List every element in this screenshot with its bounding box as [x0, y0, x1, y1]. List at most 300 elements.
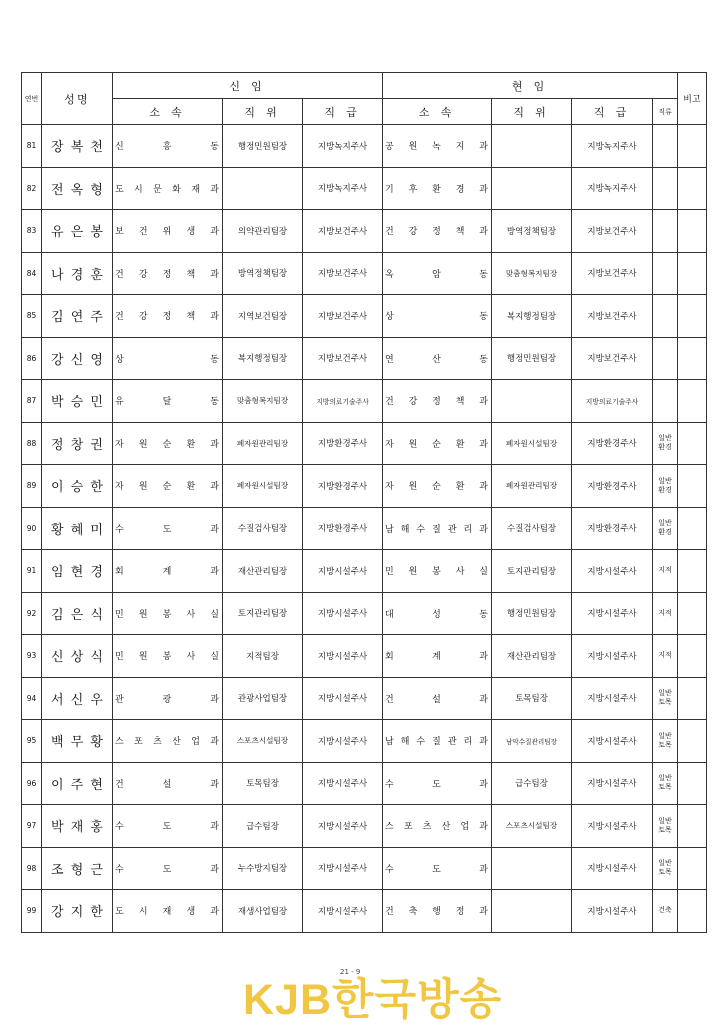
person-name-text: 박승민 [51, 395, 111, 411]
dept-char: 공 [385, 142, 394, 153]
new-position: 토지관리팀장 [223, 592, 303, 635]
job-series-line: 지적 [658, 651, 672, 660]
header-new-grade: 직 급 [303, 99, 383, 125]
dept-char: 동 [210, 142, 219, 153]
current-dept-text [383, 267, 491, 280]
current-dept [383, 210, 492, 253]
new-grade: 지방보건주사 [303, 295, 383, 338]
job-series [653, 805, 678, 848]
new-dept-text [113, 139, 222, 152]
note-cell [678, 507, 707, 550]
dept-char: 사 [186, 609, 196, 620]
current-dept [383, 720, 492, 763]
new-dept [113, 550, 223, 593]
person-name-text: 유은봉 [51, 225, 111, 241]
dept-char: 해 [400, 737, 410, 748]
new-dept-text [113, 649, 222, 662]
current-position [492, 167, 572, 210]
new-grade: 지방녹지주사 [303, 125, 383, 168]
new-grade: 지방시설주사 [303, 762, 383, 805]
dept-char: 강 [408, 227, 418, 238]
dept-char: 과 [479, 524, 488, 535]
current-position [492, 380, 572, 423]
dept-char: 건 [115, 779, 124, 790]
new-grade: 지방보건주사 [303, 337, 383, 380]
dept-char: 정 [162, 312, 172, 323]
job-series-line: 건축 [658, 906, 672, 915]
dept-char: 건 [115, 312, 124, 323]
dept-char: 과 [479, 142, 488, 153]
current-grade: 지방시설주사 [572, 592, 653, 635]
personnel-table [21, 72, 707, 933]
current-position: 행정민원팀장 [492, 337, 572, 380]
new-grade: 지방시설주사 [303, 847, 383, 890]
new-grade: 지방시설주사 [303, 677, 383, 720]
job-series-line: 토목 [658, 698, 672, 707]
row-number: 97 [22, 805, 42, 848]
job-series [653, 380, 678, 423]
job-series-line: 일반 [658, 519, 672, 528]
current-position [492, 890, 572, 933]
new-dept-text [113, 862, 222, 875]
new-grade: 지방녹지주사 [303, 167, 383, 210]
dept-char: 재 [162, 907, 172, 918]
new-grade: 지방시설주사 [303, 890, 383, 933]
new-dept [113, 720, 223, 763]
person-name [42, 720, 113, 763]
current-dept-text [383, 862, 491, 875]
note-cell [678, 337, 707, 380]
job-series-line: 환경 [658, 528, 672, 537]
dept-char: 과 [479, 227, 488, 238]
current-dept-text [383, 564, 491, 577]
current-position [492, 125, 572, 168]
dept-char: 신 [115, 142, 124, 153]
dept-char: 원 [408, 482, 418, 493]
dept-char: 봉 [162, 652, 172, 663]
current-position: 토목팀장 [492, 677, 572, 720]
new-dept-text [113, 182, 222, 195]
job-series-line: 일반 [658, 859, 672, 868]
person-name-text: 황혜미 [51, 522, 111, 538]
dept-char: 재 [191, 184, 200, 195]
dept-char: 남 [385, 737, 394, 748]
note-cell [678, 890, 707, 933]
person-name-text: 전옥형 [51, 182, 111, 198]
job-series [653, 677, 678, 720]
person-name [42, 167, 113, 210]
dept-char: 동 [479, 354, 488, 365]
new-position: 폐자원시설팀장 [223, 465, 303, 508]
new-grade: 지방시설주사 [303, 592, 383, 635]
dept-char: 업 [191, 737, 200, 748]
dept-char: 화 [172, 184, 181, 195]
header-new-position: 직 위 [223, 99, 303, 125]
dept-char: 스 [385, 822, 394, 833]
dept-char: 책 [186, 269, 196, 280]
current-dept-text [383, 734, 491, 747]
person-name [42, 677, 113, 720]
dept-char: 동 [479, 269, 488, 280]
current-grade: 지방시설주사 [572, 762, 653, 805]
current-grade: 지방시설주사 [572, 677, 653, 720]
current-grade: 지방보건주사 [572, 252, 653, 295]
header-name: 성명 [42, 73, 113, 125]
dept-char: 대 [385, 609, 394, 620]
dept-char: 수 [416, 524, 426, 535]
dept-char: 수 [115, 864, 124, 875]
new-position: 지역보건팀장 [223, 295, 303, 338]
dept-char: 과 [210, 227, 219, 238]
dept-char: 유 [115, 397, 124, 408]
job-series-line: 일반 [658, 774, 672, 783]
dept-char: 달 [162, 397, 172, 408]
job-series-line: 일반 [658, 731, 672, 740]
note-cell [678, 465, 707, 508]
dept-char: 남 [385, 524, 394, 535]
table-row [22, 635, 707, 678]
current-grade: 지방녹지주사 [572, 125, 653, 168]
dept-char: 민 [115, 652, 124, 663]
current-position: 스포츠시설팀장 [492, 805, 572, 848]
current-position: 방역정책팀장 [492, 210, 572, 253]
person-name [42, 337, 113, 380]
dept-char: 기 [385, 184, 394, 195]
row-number: 92 [22, 592, 42, 635]
note-cell [678, 550, 707, 593]
dept-char: 산 [432, 354, 441, 365]
table-row [22, 295, 707, 338]
current-position: 행정민원팀장 [492, 592, 572, 635]
dept-char: 도 [162, 864, 172, 875]
header-no: 연번 [22, 73, 42, 125]
new-dept [113, 805, 223, 848]
table-row [22, 252, 707, 295]
dept-char: 강 [138, 269, 148, 280]
current-dept-text [383, 819, 491, 832]
dept-char: 동 [479, 609, 488, 620]
person-name-text: 이주현 [51, 777, 111, 793]
dept-char: 설 [162, 779, 172, 790]
new-dept-text [113, 734, 222, 747]
dept-char: 스 [115, 737, 124, 748]
note-cell [678, 125, 707, 168]
note-cell [678, 167, 707, 210]
new-dept-text [113, 224, 222, 237]
note-cell [678, 720, 707, 763]
dept-char: 원 [408, 142, 418, 153]
dept-char: 강 [408, 397, 418, 408]
current-grade: 지방녹지주사 [572, 167, 653, 210]
current-dept [383, 890, 492, 933]
dept-char: 원 [138, 439, 148, 450]
person-name [42, 635, 113, 678]
job-series-line: 토목 [658, 825, 672, 834]
dept-char: 동 [479, 312, 488, 323]
row-number: 89 [22, 465, 42, 508]
dept-char: 민 [115, 609, 124, 620]
dept-char: 옥 [385, 269, 394, 280]
current-grade: 지방환경주사 [572, 465, 653, 508]
person-name-text: 조형근 [51, 862, 111, 878]
current-grade: 지방시설주사 [572, 805, 653, 848]
job-series-line: 환경 [658, 443, 672, 452]
job-series [653, 465, 678, 508]
row-number: 98 [22, 847, 42, 890]
dept-char: 순 [432, 439, 441, 450]
current-dept-text [383, 904, 491, 917]
job-series [653, 422, 678, 465]
dept-char: 산 [172, 737, 181, 748]
current-dept [383, 380, 492, 423]
dept-char: 도 [432, 779, 441, 790]
current-dept [383, 167, 492, 210]
dept-char: 책 [455, 227, 465, 238]
current-position: 수질검사팀장 [492, 507, 572, 550]
dept-char: 성 [432, 609, 441, 620]
dept-char: 과 [210, 269, 219, 280]
dept-char: 과 [479, 439, 488, 450]
dept-char: 행 [432, 907, 441, 918]
dept-char: 설 [432, 694, 441, 705]
dept-char: 도 [162, 524, 172, 535]
person-name [42, 507, 113, 550]
dept-char: 계 [432, 652, 441, 663]
person-name-text: 신상식 [51, 650, 111, 666]
current-dept-text [383, 224, 491, 237]
header-new-group: 신 임 [113, 73, 383, 99]
dept-char: 과 [479, 864, 488, 875]
dept-char: 과 [210, 567, 219, 578]
dept-char: 자 [115, 482, 124, 493]
dept-char: 회 [115, 567, 124, 578]
dept-char: 과 [210, 822, 219, 833]
current-position: 폐자원관리팀장 [492, 465, 572, 508]
dept-char: 상 [385, 312, 394, 323]
header-job-series: 직류 [653, 99, 678, 125]
dept-char: 관 [447, 524, 457, 535]
dept-char: 과 [210, 524, 219, 535]
new-position: 수질검사팀장 [223, 507, 303, 550]
dept-char: 책 [186, 312, 196, 323]
new-dept [113, 210, 223, 253]
row-number: 99 [22, 890, 42, 933]
current-dept [383, 592, 492, 635]
row-number: 81 [22, 125, 42, 168]
watermark-logo: KJB한국방송 [243, 976, 503, 1024]
dept-char: 관 [115, 694, 124, 705]
note-cell [678, 635, 707, 678]
row-number: 84 [22, 252, 42, 295]
new-position: 행정민원팀장 [223, 125, 303, 168]
header-current-grade: 직 급 [572, 99, 653, 125]
new-dept-text [113, 309, 222, 322]
note-cell [678, 592, 707, 635]
dept-char: 지 [455, 142, 465, 153]
dept-char: 환 [186, 439, 196, 450]
dept-char: 봉 [432, 567, 441, 578]
person-name [42, 252, 113, 295]
current-dept [383, 762, 492, 805]
job-series-line: 지적 [658, 608, 672, 617]
table-row [22, 550, 707, 593]
new-dept-text [113, 692, 222, 705]
dept-char: 책 [455, 397, 465, 408]
row-number: 90 [22, 507, 42, 550]
person-name [42, 550, 113, 593]
new-dept [113, 422, 223, 465]
job-series [653, 507, 678, 550]
dept-char: 수 [416, 737, 426, 748]
row-number: 85 [22, 295, 42, 338]
new-dept [113, 847, 223, 890]
current-dept-text [383, 182, 491, 195]
new-grade: 지방보건주사 [303, 210, 383, 253]
current-grade: 지방환경주사 [572, 507, 653, 550]
new-dept [113, 125, 223, 168]
current-position: 토지관리팀장 [492, 550, 572, 593]
dept-char: 원 [408, 567, 418, 578]
current-position [492, 847, 572, 890]
dept-char: 리 [463, 737, 473, 748]
current-dept [383, 677, 492, 720]
dept-char: 건 [385, 694, 394, 705]
row-number: 95 [22, 720, 42, 763]
job-series [653, 890, 678, 933]
row-number: 91 [22, 550, 42, 593]
dept-char: 봉 [162, 609, 172, 620]
current-grade: 지방시설주사 [572, 720, 653, 763]
current-dept [383, 295, 492, 338]
dept-char: 자 [385, 482, 394, 493]
dept-char: 생 [186, 907, 196, 918]
new-position: 폐자원관리팀장 [223, 422, 303, 465]
table-row [22, 125, 707, 168]
header-current-position: 직 위 [492, 99, 572, 125]
table-row [22, 337, 707, 380]
dept-char: 강 [138, 312, 148, 323]
new-grade: 지방의료기술주사 [303, 380, 383, 423]
dept-char: 원 [408, 439, 418, 450]
row-number: 87 [22, 380, 42, 423]
person-name-text: 박재홍 [51, 820, 111, 836]
job-series [653, 167, 678, 210]
current-grade: 지방의료기술주사 [572, 380, 653, 423]
job-series-line: 지적 [658, 566, 672, 575]
new-position: 맞춤형복지팀장 [223, 380, 303, 423]
dept-char: 과 [479, 652, 488, 663]
current-position: 재산관리팀장 [492, 635, 572, 678]
dept-char: 시 [138, 907, 148, 918]
new-dept-text [113, 267, 222, 280]
note-cell [678, 295, 707, 338]
note-cell [678, 422, 707, 465]
current-dept [383, 805, 492, 848]
person-name [42, 847, 113, 890]
dept-char: 순 [162, 439, 172, 450]
job-series [653, 762, 678, 805]
dept-char: 리 [463, 524, 473, 535]
new-position: 복지행정팀장 [223, 337, 303, 380]
new-dept-text [113, 819, 222, 832]
dept-char: 순 [162, 482, 172, 493]
current-grade: 지방시설주사 [572, 890, 653, 933]
new-dept [113, 252, 223, 295]
dept-char: 경 [455, 184, 465, 195]
person-name-text: 김연주 [51, 310, 111, 326]
dept-char: 과 [479, 737, 488, 748]
note-cell [678, 762, 707, 805]
new-position: 의약관리팀장 [223, 210, 303, 253]
current-dept [383, 635, 492, 678]
job-series [653, 550, 678, 593]
current-dept-text [383, 352, 491, 365]
new-dept [113, 380, 223, 423]
dept-char: 수 [385, 864, 394, 875]
dept-char: 정 [432, 227, 441, 238]
current-dept [383, 507, 492, 550]
table-row [22, 762, 707, 805]
job-series-line: 일반 [658, 816, 672, 825]
dept-char: 과 [479, 822, 488, 833]
job-series [653, 337, 678, 380]
new-dept-text [113, 437, 222, 450]
dept-char: 동 [210, 397, 219, 408]
dept-char: 건 [138, 227, 148, 238]
dept-char: 원 [138, 609, 148, 620]
new-dept-text [113, 479, 222, 492]
new-grade: 지방환경주사 [303, 422, 383, 465]
dept-char: 문 [153, 184, 162, 195]
job-series-line: 일반 [658, 689, 672, 698]
dept-char: 과 [479, 184, 488, 195]
person-name-text: 백무황 [51, 735, 111, 751]
dept-char: 포 [134, 737, 143, 748]
row-number: 94 [22, 677, 42, 720]
dept-char: 질 [432, 524, 441, 535]
dept-char: 과 [479, 482, 488, 493]
dept-char: 순 [432, 482, 441, 493]
current-dept-text [383, 479, 491, 492]
new-position: 재생사업팀장 [223, 890, 303, 933]
job-series [653, 720, 678, 763]
current-dept [383, 847, 492, 890]
job-series [653, 125, 678, 168]
new-position: 관광사업팀장 [223, 677, 303, 720]
table-row [22, 210, 707, 253]
current-dept-text [383, 139, 491, 152]
note-cell [678, 380, 707, 423]
dept-char: 환 [186, 482, 196, 493]
current-dept-text [383, 777, 491, 790]
dept-char: 회 [385, 652, 394, 663]
person-name [42, 890, 113, 933]
dept-char: 정 [455, 907, 465, 918]
dept-char: 과 [210, 694, 219, 705]
dept-char: 광 [162, 694, 172, 705]
dept-char: 과 [210, 907, 219, 918]
job-series [653, 635, 678, 678]
table-row [22, 720, 707, 763]
new-grade: 지방시설주사 [303, 720, 383, 763]
job-series-line: 일반 [658, 434, 672, 443]
current-dept-text [383, 607, 491, 620]
new-position: 급수팀장 [223, 805, 303, 848]
current-grade: 지방시설주사 [572, 635, 653, 678]
dept-char: 포 [403, 822, 413, 833]
dept-char: 사 [455, 567, 465, 578]
dept-char: 과 [479, 694, 488, 705]
